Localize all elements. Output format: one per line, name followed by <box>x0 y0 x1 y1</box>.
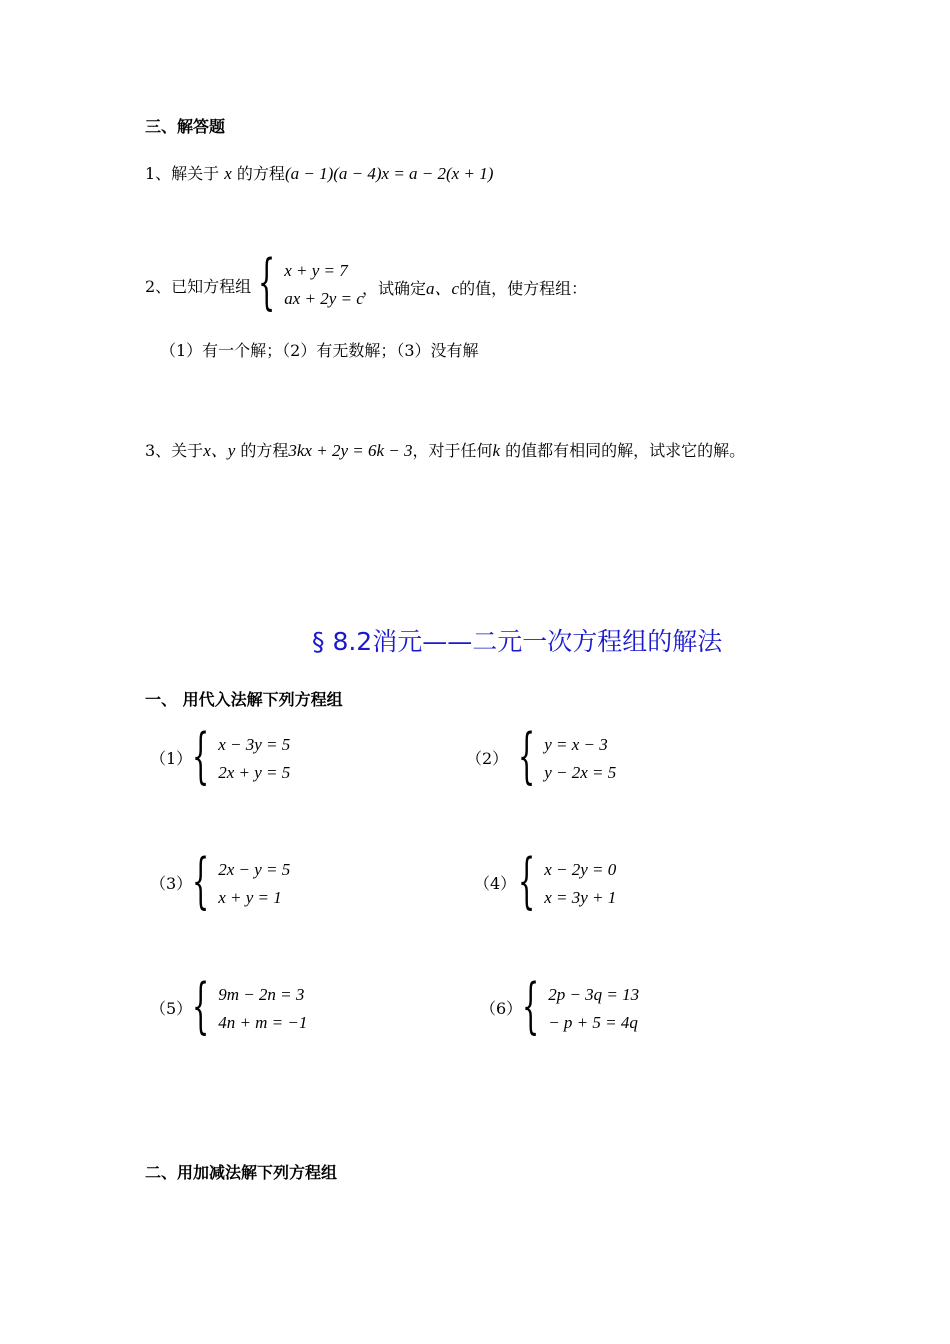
equation-line: x + y = 1 <box>218 888 282 907</box>
problem-system <box>192 721 291 791</box>
q1-equation: (a − 1)(a − 4)x = a − 2(x + 1) <box>284 164 494 183</box>
q2-suffix <box>362 274 587 299</box>
left-brace: { <box>522 971 540 1041</box>
question-3 <box>145 436 745 461</box>
left-brace: { <box>518 846 536 916</box>
q2-suffix-b: 的值，使方程组： <box>459 279 588 298</box>
equation-line: x + y = 7 <box>284 261 348 280</box>
problem-label: （6） <box>480 999 523 1018</box>
q2-options: （1）有一个解；（2）有无数解；（3）没有解 <box>160 341 479 360</box>
equation-line: 9m − 2n = 3 <box>218 985 305 1004</box>
problem-label: （4） <box>474 874 517 893</box>
problem-label: （5） <box>150 999 193 1018</box>
equation-line: 4n + m = −1 <box>218 1013 308 1032</box>
q1-mid: 的方程 <box>236 164 285 183</box>
q3-prefix: 3、关于 <box>145 441 204 460</box>
q2-system <box>258 247 364 317</box>
equation-line: ax + 2y = c <box>284 289 364 308</box>
part2-heading: 二、用加减法解下列方程组 <box>145 1163 338 1182</box>
equation-line: 2x − y = 5 <box>218 860 291 879</box>
equation-line: x = 3y + 1 <box>544 888 617 907</box>
equation-line: y = x − 3 <box>544 735 608 754</box>
problem-system <box>192 846 291 916</box>
chapter-title: § 8.2消元——二元一次方程组的解法 <box>312 627 723 656</box>
q1-prefix: 1、解关于 <box>145 164 220 183</box>
question-1 <box>145 161 493 184</box>
left-brace: { <box>192 971 210 1041</box>
q2-vars: a、c <box>426 279 460 298</box>
part1-heading: 一、 用代入法解下列方程组 <box>145 690 343 709</box>
problem-system <box>518 846 617 916</box>
q2-suffix-a: ，试确定 <box>362 279 427 298</box>
left-brace: { <box>192 721 210 791</box>
equation-line: x − 3y = 5 <box>218 735 291 754</box>
q3-suffix: 的值都有相同的解，试求它的解。 <box>505 441 746 460</box>
problem-system <box>518 721 617 791</box>
q3-k: k <box>492 441 501 460</box>
equation-line: y − 2x = 5 <box>544 763 617 782</box>
left-brace: { <box>518 721 536 791</box>
problem-label: （3） <box>150 874 193 893</box>
q3-mid: 的方程 <box>240 441 289 460</box>
left-brace: { <box>192 846 210 916</box>
equation-line: 2x + y = 5 <box>218 763 291 782</box>
section-heading: 三、解答题 <box>145 117 226 136</box>
problem-system <box>192 971 308 1041</box>
q3-vars: x、y <box>203 441 236 460</box>
q1-var: x <box>224 164 232 183</box>
equation-line: 2p − 3q = 13 <box>548 985 640 1004</box>
q3-equation: 3kx + 2y = 6k − 3 <box>288 441 413 460</box>
problem-system <box>522 971 640 1041</box>
q3-mid2: ，对于任何 <box>412 441 493 460</box>
problem-label: （1） <box>150 749 193 768</box>
left-brace: { <box>258 247 276 317</box>
equation-line: − p + 5 = 4q <box>548 1013 638 1032</box>
q2-prefix: 2、已知方程组 <box>145 277 252 296</box>
problem-label: （2） <box>466 749 509 768</box>
equation-line: x − 2y = 0 <box>544 860 617 879</box>
